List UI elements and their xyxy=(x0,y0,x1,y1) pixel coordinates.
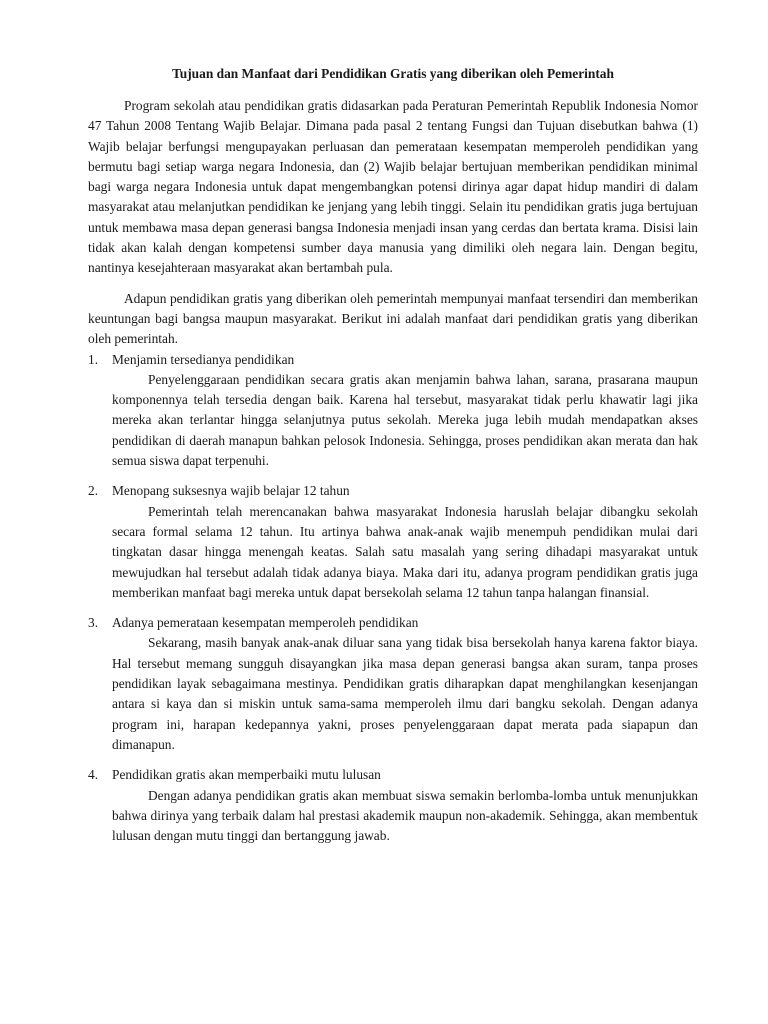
list-item-title: Menopang suksesnya wajib belajar 12 tahun xyxy=(112,483,350,499)
list-item-heading xyxy=(88,613,698,633)
list-item xyxy=(88,765,698,846)
document-title: Tujuan dan Manfaat dari Pendidikan Gratis yang diberikan oleh Pemerintah xyxy=(172,66,614,81)
list-item-number: 1. xyxy=(88,351,99,367)
list-item-title: Pendidikan gratis akan memperbaiki mutu lulusan xyxy=(112,767,381,783)
list-item-body: Penyelenggaraan pendidikan secara gratis akan menjamin bahwa lahan, sarana, prasarana maupun komponennya telah tersedia dengan baik. Karena hal tersebut, masyarakat tidak perlu khawatir lagi jika mereka akan terlantar hingga selanjutnya putus sekolah. Mereka juga lebih mudah mendapatkan akses pendidikan di daerah manapun bahkan pelosok Indonesia. Sehingga, proses pendidikan akan merata dan hak semua siswa dapat terpenuhi. xyxy=(112,371,698,469)
list-item xyxy=(88,350,698,472)
list-item-body: Pemerintah telah merencanakan bahwa masyarakat Indonesia haruslah belajar dibangku sekolah secara formal selama 12 tahun. Itu artinya bahwa anak-anak wajib menempuh pendidikan mulai dari tingkatan dasar hingga menengah keatas. Salah satu masalah yang sering dihadapi masyarakat untuk mewujudkan hal tersebut adalah tidak adanya biaya. Maka dari itu, adanya program pendidikan gratis juga memberikan manfaat bagi mereka untuk dapat bersekolah selama 12 tahun tanpa halangan finansial. xyxy=(112,503,698,600)
list-item-body: Dengan adanya pendidikan gratis akan membuat siswa semakin berlomba-lomba untuk menunjukkan bahwa dirinya yang terbaik dalam hal prestasi akademik maupun non-akademik. Sehingga, akan membentuk lulusan dengan mutu tinggi dan bertanggung jawab. xyxy=(112,787,698,844)
list-item-title: Adanya pemerataan kesempatan memperoleh pendidikan xyxy=(112,615,419,631)
list-item-number: 4. xyxy=(88,767,99,783)
list-item-heading xyxy=(88,765,698,785)
list-item-title: Menjamin tersedianya pendidikan xyxy=(112,351,295,367)
list-item-heading xyxy=(88,481,698,501)
list-item-number: 3. xyxy=(88,615,99,631)
list-item-heading xyxy=(88,350,698,370)
benefits-list xyxy=(88,350,698,847)
benefits-intro-paragraph: Adapun pendidikan gratis yang diberikan oleh pemerintah mempunyai manfaat tersendiri dan memberikan keuntungan bagi bangsa maupun masyarakat. Berikut ini adalah manfaat dari pendidikan gratis yang diberikan oleh pemerintah. xyxy=(88,290,698,347)
document-page xyxy=(88,64,698,856)
intro-paragraph: Program sekolah atau pendidikan gratis didasarkan pada Peraturan Pemerintah Republik Indonesia Nomor 47 Tahun 2008 Tentang Wajib Belajar. Dimana pada pasal 2 tentang Fungsi dan Tujuan disebutkan bahwa (1) Wajib belajar berfungsi mengupayakan perluasan dan pemerataan kesempatan memperoleh pendidikan yang bermutu bagi setiap warga negara Indonesia, dan (2) Wajib belajar bertujuan memberikan pendidikan minimal bagi warga negara Indonesia untuk dapat mengembangkan potensi dirinya agar dapat hidup mandiri di dalam masyarakat atau melanjutkan pendidikan ke jenjang yang lebih tinggi. Selain itu pendidikan gratis juga bertujuan untuk membawa masa depan generasi bangsa Indonesia menjadi insan yang cerdas dan bertata krama. Disisi lain tidak akan kalah dengan kompetensi sumber daya manusia yang dimiliki oleh negara lain. Dengan begitu, nantinya kesejahteraan masyarakat akan bertambah pula. xyxy=(88,98,698,276)
list-item xyxy=(88,613,698,755)
list-item-body: Sekarang, masih banyak anak-anak diluar sana yang tidak bisa bersekolah hanya karena faktor biaya. Hal tersebut memang sungguh disayangkan jika masa depan generasi bangsa akan suram, tanpa proses pendidikan layak sebagaimana mestinya. Pendidikan gratis diharapkan dapat menghilangkan kesenjangan antara si kaya dan si miskin untuk sama-sama memperoleh ilmu dari bangku sekolah. Dengan adanya program ini, harapan kedepannya yakni, proses penyelenggaraan dapat merata pada siapapun dan dimanapun. xyxy=(112,635,698,752)
list-item xyxy=(88,481,698,603)
list-item-number: 2. xyxy=(88,483,99,499)
